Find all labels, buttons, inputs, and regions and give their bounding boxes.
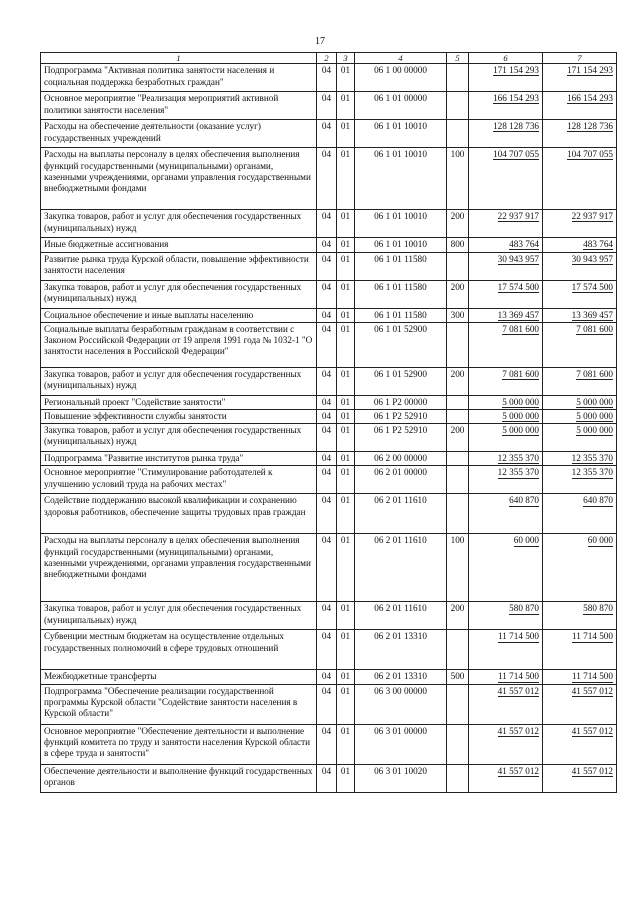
row-amount-1 <box>469 148 543 210</box>
amount-value: 483 764 <box>583 239 613 250</box>
table-row <box>41 602 617 630</box>
row-name: Закупка товаров, работ и услуг для обеспечения государственных (муниципальных) нужд <box>41 367 317 395</box>
row-target-article: 06 2 00 00000 <box>355 452 447 466</box>
amount-value: 30 943 957 <box>497 253 539 264</box>
row-subsection: 01 <box>337 670 355 684</box>
row-subsection: 01 <box>337 148 355 210</box>
table-row <box>41 238 617 252</box>
amount-value: 171 154 293 <box>567 65 613 76</box>
row-amount-2 <box>543 494 617 534</box>
amount-value: 11 714 500 <box>497 631 539 642</box>
row-amount-1 <box>469 210 543 238</box>
amount-value: 5 000 000 <box>502 411 539 422</box>
row-subsection: 01 <box>337 466 355 494</box>
row-subsection: 01 <box>337 630 355 670</box>
row-section: 04 <box>317 424 337 452</box>
row-amount-2 <box>543 764 617 792</box>
row-name: Социальные выплаты безработным гражданам в соответствии с Законом Российской Федерации от 19 апреля 1991 года № 1032-1 "О занятости населения в Российской Федерации" <box>41 322 317 367</box>
row-amount-2 <box>543 395 617 409</box>
amount-value: 580 870 <box>583 603 613 614</box>
amount-value: 12 355 370 <box>571 467 613 478</box>
row-subsection: 01 <box>337 395 355 409</box>
row-target-article: 06 3 00 00000 <box>355 684 447 724</box>
row-name: Межбюджетные трансферты <box>41 670 317 684</box>
amount-value: 7 081 600 <box>576 323 613 334</box>
row-expense-type <box>447 684 469 724</box>
amount-value: 22 937 917 <box>571 211 613 222</box>
row-subsection: 01 <box>337 120 355 148</box>
row-target-article: 06 1 01 11580 <box>355 308 447 322</box>
row-target-article: 06 2 01 11610 <box>355 494 447 534</box>
row-section: 04 <box>317 670 337 684</box>
row-amount-2 <box>543 410 617 424</box>
row-amount-1 <box>469 308 543 322</box>
amount-value: 41 557 012 <box>497 685 539 696</box>
amount-value: 5 000 000 <box>576 396 613 407</box>
amount-value: 60 000 <box>513 535 539 546</box>
row-amount-2 <box>543 120 617 148</box>
row-subsection: 01 <box>337 684 355 724</box>
row-subsection: 01 <box>337 322 355 367</box>
row-expense-type: 100 <box>447 148 469 210</box>
amount-value: 128 128 736 <box>567 121 613 132</box>
row-amount-1 <box>469 602 543 630</box>
row-amount-1 <box>469 534 543 602</box>
table-row <box>41 424 617 452</box>
row-amount-1 <box>469 252 543 280</box>
amount-value: 166 154 293 <box>567 93 613 104</box>
row-subsection: 01 <box>337 238 355 252</box>
row-section: 04 <box>317 764 337 792</box>
row-target-article: 06 2 01 00000 <box>355 466 447 494</box>
amount-value: 128 128 736 <box>493 121 539 132</box>
row-name: Иные бюджетные ассигнования <box>41 238 317 252</box>
row-amount-1 <box>469 764 543 792</box>
row-amount-1 <box>469 410 543 424</box>
row-target-article: 06 1 P2 00000 <box>355 395 447 409</box>
row-section: 04 <box>317 630 337 670</box>
row-section: 04 <box>317 322 337 367</box>
row-target-article: 06 2 01 13310 <box>355 670 447 684</box>
row-expense-type: 500 <box>447 670 469 684</box>
row-expense-type <box>447 630 469 670</box>
row-name: Закупка товаров, работ и услуг для обеспечения государственных (муниципальных) нужд <box>41 602 317 630</box>
row-section: 04 <box>317 280 337 308</box>
row-section: 04 <box>317 452 337 466</box>
amount-value: 11 714 500 <box>571 631 613 642</box>
row-amount-2 <box>543 308 617 322</box>
row-expense-type <box>447 764 469 792</box>
table-row <box>41 670 617 684</box>
table-row <box>41 494 617 534</box>
table-row <box>41 120 617 148</box>
row-target-article: 06 1 01 00000 <box>355 92 447 120</box>
amount-value: 171 154 293 <box>493 65 539 76</box>
row-expense-type <box>447 452 469 466</box>
row-amount-1 <box>469 466 543 494</box>
amount-value: 22 937 917 <box>497 211 539 222</box>
amount-value: 60 000 <box>587 535 613 546</box>
table-row <box>41 466 617 494</box>
row-expense-type: 300 <box>447 308 469 322</box>
row-expense-type <box>447 395 469 409</box>
row-amount-1 <box>469 280 543 308</box>
row-expense-type <box>447 120 469 148</box>
table-row <box>41 630 617 670</box>
row-section: 04 <box>317 534 337 602</box>
row-target-article: 06 3 01 00000 <box>355 724 447 764</box>
row-expense-type <box>447 494 469 534</box>
row-name: Расходы на выплаты персоналу в целях обеспечения выполнения функций государственными (муниципальными) органами, казенными учреждениями, органами управления государственными внебюджетными фондами <box>41 148 317 210</box>
row-section: 04 <box>317 148 337 210</box>
row-expense-type <box>447 64 469 92</box>
row-target-article: 06 1 01 10010 <box>355 238 447 252</box>
row-amount-2 <box>543 452 617 466</box>
row-amount-2 <box>543 724 617 764</box>
amount-value: 104 707 055 <box>493 149 539 160</box>
page-number: 17 <box>315 36 325 47</box>
row-subsection: 01 <box>337 534 355 602</box>
table-row <box>41 410 617 424</box>
row-amount-1 <box>469 630 543 670</box>
row-expense-type: 100 <box>447 534 469 602</box>
row-subsection: 01 <box>337 602 355 630</box>
row-amount-1 <box>469 238 543 252</box>
row-name: Субвенции местным бюджетам на осуществление отдельных государственных полномочий в сфере трудовых отношений <box>41 630 317 670</box>
amount-value: 483 764 <box>509 239 539 250</box>
row-expense-type: 800 <box>447 238 469 252</box>
table-row <box>41 92 617 120</box>
row-subsection: 01 <box>337 724 355 764</box>
amount-value: 7 081 600 <box>576 368 613 379</box>
row-name: Основное мероприятие "Стимулирование работодателей к улучшению условий труда на рабочих местах" <box>41 466 317 494</box>
amount-value: 12 355 370 <box>497 453 539 464</box>
row-target-article: 06 1 P2 52910 <box>355 424 447 452</box>
column-number: 1 <box>41 53 317 64</box>
amount-value: 166 154 293 <box>493 93 539 104</box>
amount-value: 11 714 500 <box>497 671 539 682</box>
column-number: 5 <box>447 53 469 64</box>
table-row <box>41 534 617 602</box>
row-amount-2 <box>543 252 617 280</box>
row-amount-1 <box>469 424 543 452</box>
row-section: 04 <box>317 252 337 280</box>
column-number: 3 <box>337 53 355 64</box>
table-body <box>41 64 617 792</box>
row-section: 04 <box>317 120 337 148</box>
row-expense-type: 200 <box>447 424 469 452</box>
row-amount-2 <box>543 238 617 252</box>
row-subsection: 01 <box>337 452 355 466</box>
row-amount-2 <box>543 210 617 238</box>
row-expense-type: 200 <box>447 602 469 630</box>
row-expense-type <box>447 322 469 367</box>
amount-value: 12 355 370 <box>571 453 613 464</box>
row-target-article: 06 1 01 10010 <box>355 210 447 238</box>
row-subsection: 01 <box>337 64 355 92</box>
row-amount-2 <box>543 148 617 210</box>
row-section: 04 <box>317 64 337 92</box>
row-amount-2 <box>543 92 617 120</box>
row-subsection: 01 <box>337 92 355 120</box>
amount-value: 640 870 <box>583 495 613 506</box>
row-name: Обеспечение деятельности и выполнение функций государственных органов <box>41 764 317 792</box>
table-row <box>41 684 617 724</box>
row-target-article: 06 2 01 11610 <box>355 602 447 630</box>
row-expense-type: 200 <box>447 280 469 308</box>
amount-value: 640 870 <box>509 495 539 506</box>
table-row <box>41 724 617 764</box>
amount-value: 17 574 500 <box>497 281 539 292</box>
amount-value: 5 000 000 <box>576 411 613 422</box>
row-name: Подпрограмма "Развитие институтов рынка труда" <box>41 452 317 466</box>
row-target-article: 06 1 01 11580 <box>355 252 447 280</box>
row-target-article: 06 2 01 13310 <box>355 630 447 670</box>
row-target-article: 06 1 01 10010 <box>355 148 447 210</box>
table-row <box>41 308 617 322</box>
row-target-article: 06 1 01 52900 <box>355 367 447 395</box>
row-subsection: 01 <box>337 280 355 308</box>
amount-value: 580 870 <box>509 603 539 614</box>
row-subsection: 01 <box>337 252 355 280</box>
row-name: Основное мероприятие "Обеспечение деятельности и выполнение функций комитета по труду и занятости населения Курской области в сфере труда и занятости" <box>41 724 317 764</box>
amount-value: 7 081 600 <box>502 368 539 379</box>
amount-value: 41 557 012 <box>497 765 539 776</box>
table-row <box>41 764 617 792</box>
row-amount-1 <box>469 452 543 466</box>
row-target-article: 06 1 01 11580 <box>355 280 447 308</box>
row-name: Расходы на обеспечение деятельности (оказание услуг) государственных учреждений <box>41 120 317 148</box>
row-section: 04 <box>317 602 337 630</box>
row-section: 04 <box>317 92 337 120</box>
amount-value: 13 369 457 <box>497 309 539 320</box>
row-subsection: 01 <box>337 764 355 792</box>
row-amount-1 <box>469 670 543 684</box>
row-amount-1 <box>469 494 543 534</box>
row-amount-2 <box>543 322 617 367</box>
table-row <box>41 64 617 92</box>
row-amount-1 <box>469 724 543 764</box>
row-section: 04 <box>317 367 337 395</box>
column-number: 2 <box>317 53 337 64</box>
row-expense-type <box>447 252 469 280</box>
row-expense-type: 200 <box>447 367 469 395</box>
row-amount-2 <box>543 367 617 395</box>
column-number-row <box>41 53 617 64</box>
table-row <box>41 452 617 466</box>
row-amount-2 <box>543 670 617 684</box>
row-name: Повышение эффективности службы занятости <box>41 410 317 424</box>
row-amount-2 <box>543 424 617 452</box>
row-expense-type <box>447 92 469 120</box>
row-section: 04 <box>317 410 337 424</box>
row-subsection: 01 <box>337 410 355 424</box>
row-expense-type <box>447 466 469 494</box>
budget-table <box>40 52 617 793</box>
row-amount-2 <box>543 280 617 308</box>
row-name: Закупка товаров, работ и услуг для обеспечения государственных (муниципальных) нужд <box>41 210 317 238</box>
row-amount-2 <box>543 466 617 494</box>
column-number: 4 <box>355 53 447 64</box>
row-amount-1 <box>469 322 543 367</box>
row-name: Подпрограмма "Обеспечение реализации государственной программы Курской области "Содействие занятости населения в Курской области" <box>41 684 317 724</box>
row-amount-1 <box>469 120 543 148</box>
amount-value: 7 081 600 <box>502 323 539 334</box>
amount-value: 11 714 500 <box>571 671 613 682</box>
table-row <box>41 395 617 409</box>
row-name: Содействие поддержанию высокой квалификации и сохранению здоровья работников, обеспечение защиты трудовых прав граждан <box>41 494 317 534</box>
row-amount-2 <box>543 684 617 724</box>
row-expense-type <box>447 410 469 424</box>
row-name: Расходы на выплаты персоналу в целях обеспечения выполнения функций государственными (муниципальными) органами, казенными учреждениями, органами управления государственными внебюджетными фондами <box>41 534 317 602</box>
amount-value: 5 000 000 <box>502 425 539 436</box>
table-row <box>41 148 617 210</box>
row-amount-1 <box>469 92 543 120</box>
row-target-article: 06 1 00 00000 <box>355 64 447 92</box>
amount-value: 5 000 000 <box>576 425 613 436</box>
amount-value: 5 000 000 <box>502 396 539 407</box>
row-section: 04 <box>317 308 337 322</box>
row-section: 04 <box>317 494 337 534</box>
amount-value: 30 943 957 <box>571 253 613 264</box>
table-row <box>41 322 617 367</box>
row-section: 04 <box>317 210 337 238</box>
amount-value: 13 369 457 <box>571 309 613 320</box>
column-number: 6 <box>469 53 543 64</box>
row-expense-type: 200 <box>447 210 469 238</box>
row-subsection: 01 <box>337 367 355 395</box>
table-row <box>41 252 617 280</box>
amount-value: 41 557 012 <box>571 725 613 736</box>
row-name: Основное мероприятие "Реализация мероприятий активной политики занятости населения" <box>41 92 317 120</box>
row-section: 04 <box>317 724 337 764</box>
row-target-article: 06 1 01 10010 <box>355 120 447 148</box>
row-section: 04 <box>317 238 337 252</box>
amount-value: 41 557 012 <box>497 725 539 736</box>
row-amount-2 <box>543 64 617 92</box>
row-subsection: 01 <box>337 308 355 322</box>
row-target-article: 06 1 P2 52910 <box>355 410 447 424</box>
row-target-article: 06 1 01 52900 <box>355 322 447 367</box>
row-section: 04 <box>317 684 337 724</box>
row-subsection: 01 <box>337 210 355 238</box>
amount-value: 104 707 055 <box>567 149 613 160</box>
row-amount-1 <box>469 64 543 92</box>
row-section: 04 <box>317 395 337 409</box>
column-number: 7 <box>543 53 617 64</box>
row-name: Подпрограмма "Активная политика занятости населения и социальная поддержка безработных граждан" <box>41 64 317 92</box>
amount-value: 17 574 500 <box>571 281 613 292</box>
row-name: Развитие рынка труда Курской области, повышение эффективности занятости населения <box>41 252 317 280</box>
amount-value: 41 557 012 <box>571 685 613 696</box>
table-row <box>41 280 617 308</box>
table-row <box>41 210 617 238</box>
row-amount-2 <box>543 630 617 670</box>
row-amount-1 <box>469 367 543 395</box>
row-amount-1 <box>469 684 543 724</box>
row-amount-1 <box>469 395 543 409</box>
row-amount-2 <box>543 534 617 602</box>
row-subsection: 01 <box>337 424 355 452</box>
amount-value: 12 355 370 <box>497 467 539 478</box>
row-target-article: 06 3 01 10020 <box>355 764 447 792</box>
row-subsection: 01 <box>337 494 355 534</box>
table-row <box>41 367 617 395</box>
row-name: Закупка товаров, работ и услуг для обеспечения государственных (муниципальных) нужд <box>41 424 317 452</box>
row-section: 04 <box>317 466 337 494</box>
row-expense-type <box>447 724 469 764</box>
row-target-article: 06 2 01 11610 <box>355 534 447 602</box>
row-name: Закупка товаров, работ и услуг для обеспечения государственных (муниципальных) нужд <box>41 280 317 308</box>
row-name: Социальное обеспечение и иные выплаты населению <box>41 308 317 322</box>
row-name: Региональный проект "Содействие занятости" <box>41 395 317 409</box>
amount-value: 41 557 012 <box>571 765 613 776</box>
row-amount-2 <box>543 602 617 630</box>
